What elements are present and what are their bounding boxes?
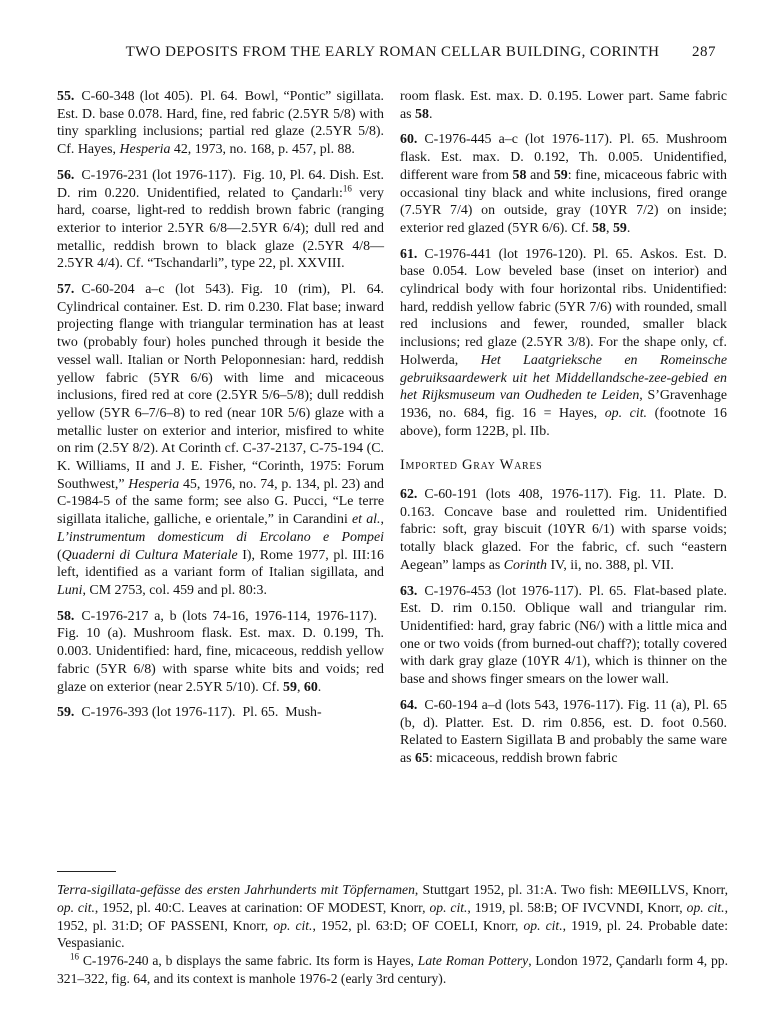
catalog-entry-57: 57. C-60-204 a–c (lot 543). Fig. 10 (rim), Pl. 64. Cylindrical container. Est. D. rim 0.230. Flat base; inward projecting flange with triangular termination has at least two (probably four) holes punched through it beside the vessel wall. Italian or North Peloponnesian: hard, reddish yellow fabric (5YR 6/6) with lime and micaceous inclusions, fired red at core (2.5YR 5/6–5/8); dull reddish yellow (5YR 6–7/6–8) to red (near 10R 5/6) glaze with a metallic luster on exterior and interior, misfired to white on rim (2.5Y 8/2). At Corinth cf. C-37-2137, C-75-194 (C. K. Williams, II and J. E. Fisher, “Corinth, 1975: Forum Southwest,” Hesperia 45, 1976, no. 74, p. 134, pl. 23) and C-1984-5 of the same form; see also G. Pucci, “Le terre sigillata italiche, galliche, e orientale,” in Carandini et al., L’instrumentum domesticum di Ercolano e Pompei (Quaderni di Cultura Materiale I), Rome 1977, pl. III:16 left, identified as a variant form of Italian sigillata, and Luni, CM 2753, col. 459 and pl. 80:3.: [57, 282, 384, 598]
left-column: [57, 88, 384, 864]
catalog-entry-62: 62. C-60-191 (lots 408, 1976-117). Fig. 11. Plate. D. 0.163. Concave base and rouletted rim. Unidentified fabric: soft, gray biscuit (10YR 6/1) with sparse voids; totally black glazed. For the fabric, cf. such “eastern Aegean” lamps as Corinth IV, ii, no. 388, pl. VII.: [400, 487, 727, 573]
footnote-separator: [57, 871, 116, 872]
text-columns: [57, 88, 728, 864]
catalog-entry-59: 59. C-1976-393 (lot 1976-117). Pl. 65. Mush-: [57, 705, 322, 721]
article-title: TWO DEPOSITS FROM THE EARLY ROMAN CELLAR BUILDING, CORINTH: [125, 44, 660, 60]
right-column: [400, 88, 727, 864]
page-header: [57, 44, 728, 61]
footnotes: [57, 881, 728, 988]
catalog-entry-56: 56. C-1976-231 (lot 1976-117). Fig. 10, Pl. 64. Dish. Est. D. rim 0.220. Unidentified, related to Çandarlı:$^{16}$ very hard, coarse, light-red to reddish brown fabric (ranging exterior to interior 2.5YR 6/8—2.5YR 6/4); dull red and metallic, reddish brown to black glaze (2.5YR 4/8—2.5YR 4/4). Cf. “Tschandarli”, type 22, pl. XXVIII.: [57, 167, 384, 272]
catalog-entry-60: 60. C-1976-445 a–c (lot 1976-117). Pl. 65. Mushroom flask. Est. max. D. 0.192, Th. 0.005. Unidentified, different ware from 58 and 59: fine, micaceous fabric with occasional tiny black and white inclusions, fired orange (7.5YR 7/4) on outside, gray (10YR 7/2) on inside; exterior red glazed (5YR 6/6). Cf. 58, 59.: [400, 132, 727, 236]
section-heading-imported-gray-wares: Imported Gray Wares: [400, 457, 543, 474]
catalog-entry-61: 61. C-1976-441 (lot 1976-120). Pl. 65. Askos. Est. D. base 0.054. Low beveled base (inset on interior) and cylindrical body with four horizontal ribs. Unidentified: hard, reddish yellow fabric (5YR 7/6) with rounded, small red inclusions and fewer, rounded, smaller black inclusions; red glaze (2.5YR 3/8). For the shape only, cf. Holwerda, Het Laatgrieksche en Romeinsche gebruiksaardewerk uit het Middellandsche-zee-gebied en het Rijksmuseum van Oudheden te Leiden, S’Gravenhage 1936, no. 684, fig. 16 = Hayes, op. cit. (footnote 16 above), form 122B, pl. IIb.: [400, 246, 727, 439]
footnote-carryover: Terra-sigillata-gefässe des ersten Jahrhunderts mit Töpfernamen, Stuttgart 1952, pl. 31:A. Two fish: MEΘILLVS, Knorr, op. cit., 1952, pl. 40:C. Leaves at carination: OF MODEST, Knorr, op. cit., 1919, pl. 58:B; OF IVCVNDI, Knorr, op. cit., 1952, pl. 31:D; OF PASSENI, Knorr, op. cit., 1952, pl. 63:D; OF COELI, Knorr, op. cit., 1919, pl. 24. Probable date: Vespasianic.: [57, 882, 728, 951]
catalog-entry-64: 64. C-60-194 a–d (lots 543, 1976-117). Fig. 11 (a), Pl. 65 (b, d). Platter. Est. D. rim 0.856, est. D. foot 0.560. Related to Eastern Sigillata B and probably the same ware as 65: micaceous, reddish brown fabric: [400, 697, 727, 766]
footnote-16: $^{16}$ C-1976-240 a, b displays the same fabric. Its form is Hayes, Late Roman Pottery, London 1972, Çandarlı form 4, pp. 321–322, fig. 64, and its context is manhole 1976-2 (early 3rd century).: [57, 951, 728, 986]
catalog-entry-55: 55. C-60-348 (lot 405). Pl. 64. Bowl, “Pontic” sigillata. Est. D. base 0.078. Hard, fine, red fabric (2.5YR 5/8) with tiny sparkling inclusions; partial red glaze (2.5YR 5/8). Cf. Hayes, Hesperia 42, 1973, no. 168, p. 457, pl. 88.: [57, 89, 384, 158]
page-number: 287: [692, 44, 716, 60]
entry-59-continuation: room flask. Est. max. D. 0.195. Lower part. Same fabric as 58.: [400, 89, 727, 122]
catalog-entry-63: 63. C-1976-453 (lot 1976-117). Pl. 65. Flat-based plate. Est. D. rim 0.150. Oblique wall and triangular rim. Unidentified: hard, gray fabric (N6/) with a little mica and one or two voids (from burned-out chaff?); totally covered with dark gray glaze (10YR 4/1), which is thinner on the base and shows finger smears on the lower wall.: [400, 583, 727, 688]
catalog-entry-58: 58. C-1976-217 a, b (lots 74-16, 1976-114, 1976-117). Fig. 10 (a). Mushroom flask. Est. max. D. 0.199, Th. 0.003. Unidentified: hard, fine, micaceous, reddish yellow fabric (5YR 6/8) with sparse white bits and voids; red glaze on exterior (near 2.5YR 5/10). Cf. 59, 60.: [57, 608, 384, 695]
